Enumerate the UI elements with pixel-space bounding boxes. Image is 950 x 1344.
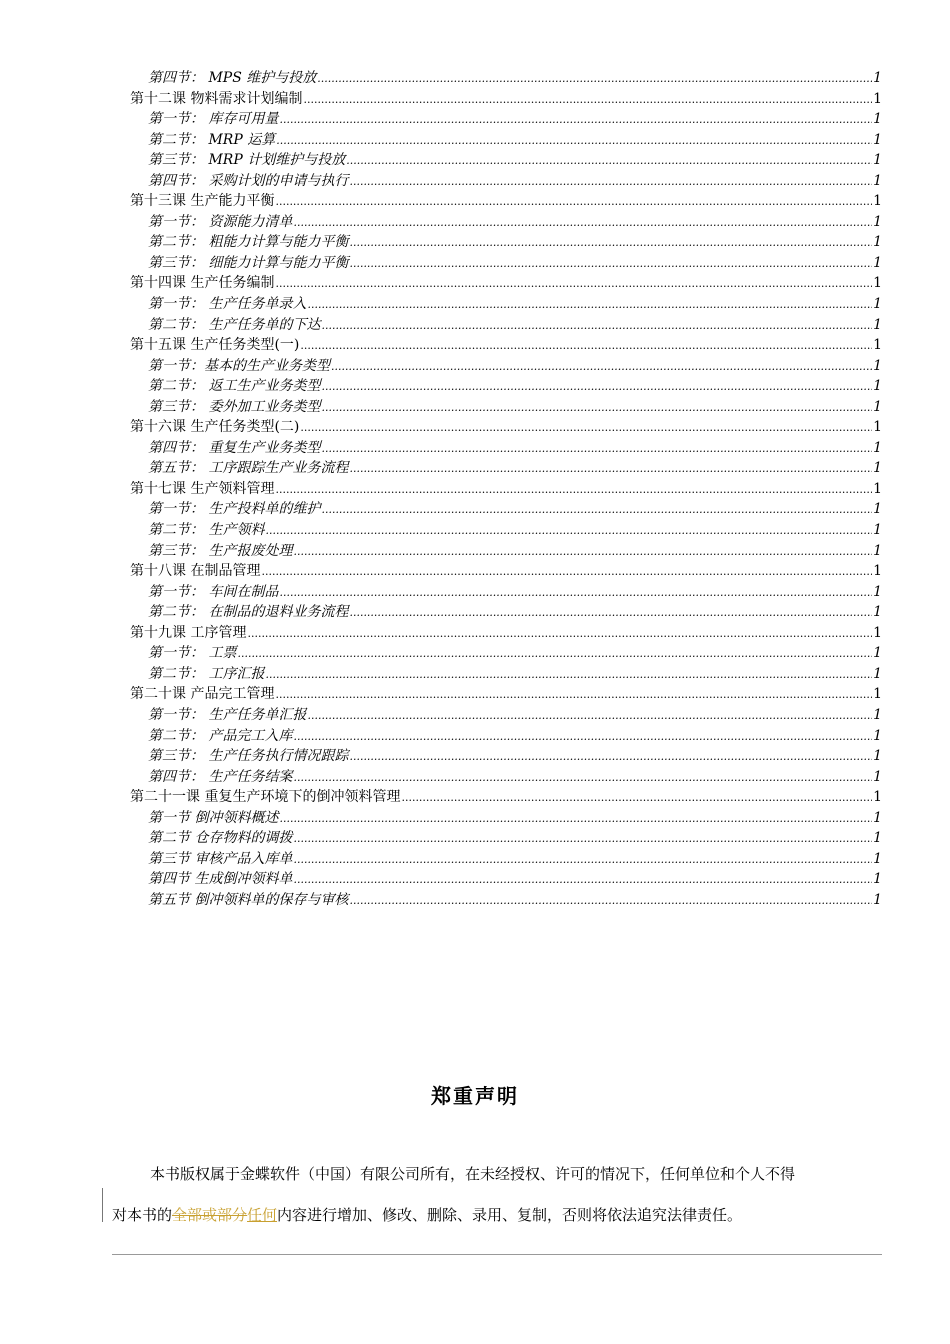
- toc-page-number: 1: [873, 70, 882, 86]
- toc-page-number: 1: [873, 398, 882, 415]
- toc-dot-leader: [265, 665, 872, 686]
- toc-section-entry[interactable]: [130, 499, 882, 520]
- toc-entry-title: 第四节： 采购计划的申请与执行: [148, 172, 349, 189]
- toc-dot-leader: [237, 644, 872, 665]
- toc-entry-title: 第二节： 在制品的退料业务流程: [148, 604, 349, 621]
- toc-dot-leader: [321, 316, 872, 337]
- toc-section-entry[interactable]: [130, 171, 882, 192]
- toc-page-number: 1: [873, 213, 882, 230]
- toc-entry-title: 第二节： MRP 运算: [148, 131, 276, 148]
- toc-section-entry[interactable]: [130, 376, 882, 397]
- toc-page-number: 1: [873, 234, 882, 251]
- toc-page-number: 1: [873, 152, 882, 169]
- footer-divider: [112, 1254, 882, 1255]
- toc-dot-leader: [275, 685, 872, 706]
- toc-dot-leader: [293, 727, 872, 748]
- toc-entry-title: 第五节 倒冲领料单的保存与审核: [148, 891, 349, 908]
- toc-entry-title: 第二节： 生产任务单的下达: [148, 316, 321, 333]
- toc-page-number: 1: [873, 501, 882, 518]
- toc-page-number: 1: [873, 727, 882, 744]
- toc-dot-leader: [279, 583, 872, 604]
- toc-page-number: 1: [873, 563, 882, 580]
- toc-dot-leader: [293, 768, 872, 789]
- toc-section-entry[interactable]: [130, 438, 882, 459]
- toc-dot-leader: [275, 274, 872, 295]
- toc-section-entry[interactable]: [130, 109, 882, 130]
- toc-page-number: 1: [873, 439, 882, 456]
- toc-page-number: 1: [873, 665, 882, 682]
- toc-section-entry[interactable]: [130, 746, 882, 767]
- toc-entry-title: 第一节： 生产任务单录入: [148, 296, 307, 313]
- toc-page-number: 1: [873, 748, 882, 765]
- toc-dot-leader: [293, 870, 872, 891]
- toc-section-entry[interactable]: [130, 458, 882, 479]
- toc-entry-title: 第二节： 产品完工入库: [148, 727, 293, 744]
- toc-page-number: 1: [873, 419, 882, 436]
- toc-page-number: 1: [873, 891, 882, 908]
- toc-section-entry[interactable]: [130, 541, 882, 562]
- toc-section-entry[interactable]: [130, 68, 882, 89]
- toc-entry-title: 第一节： 生产投料单的维护: [148, 501, 321, 518]
- toc-section-entry[interactable]: [130, 294, 882, 315]
- toc-dot-leader: [293, 850, 872, 871]
- toc-lesson-entry[interactable]: [130, 787, 882, 808]
- toc-entry-title: 第十九课 工序管理: [130, 624, 247, 641]
- toc-dot-leader: [307, 706, 872, 727]
- toc-entry-title: 第二十课 产品完工管理: [130, 686, 275, 703]
- toc-page-number: 1: [873, 378, 882, 395]
- toc-section-entry[interactable]: [130, 664, 882, 685]
- toc-entry-title: 第二十一课 重复生产环境下的倒冲领料管理: [130, 789, 401, 806]
- toc-page-number: 1: [873, 686, 882, 703]
- revision-change-bar: [102, 1188, 103, 1222]
- toc-entry-title: 第四节： MPS 维护与投放: [148, 70, 317, 86]
- toc-dot-leader: [349, 254, 872, 275]
- toc-section-entry[interactable]: [130, 130, 882, 151]
- toc-entry-title: 第二节： 粗能力计算与能力平衡: [148, 234, 349, 251]
- toc-page-number: 1: [873, 275, 882, 292]
- toc-dot-leader: [279, 809, 872, 830]
- toc-section-entry[interactable]: [130, 869, 882, 890]
- toc-page-number: 1: [873, 172, 882, 189]
- toc-dot-leader: [300, 418, 872, 439]
- toc-section-entry[interactable]: [130, 150, 882, 171]
- toc-entry-title: 第二节： 工序汇报: [148, 665, 265, 682]
- toc-dot-leader: [293, 829, 872, 850]
- toc-section-entry[interactable]: [130, 849, 882, 870]
- toc-dot-leader: [349, 891, 872, 912]
- toc-dot-leader: [247, 624, 872, 645]
- toc-dot-leader: [321, 500, 872, 521]
- toc-section-entry[interactable]: [130, 356, 882, 377]
- toc-page-number: 1: [873, 90, 882, 107]
- toc-section-entry[interactable]: [130, 602, 882, 623]
- toc-dot-leader: [303, 90, 872, 111]
- toc-entry-title: 第二节： 返工生产业务类型: [148, 378, 321, 395]
- toc-dot-leader: [321, 377, 872, 398]
- toc-page-number: 1: [873, 193, 882, 210]
- toc-page-number: 1: [873, 645, 882, 662]
- toc-entry-title: 第四节： 生产任务结案: [148, 768, 293, 785]
- tracked-insertion: 任何: [247, 1206, 278, 1224]
- toc-page-number: 1: [873, 337, 882, 354]
- toc-dot-leader: [349, 172, 872, 193]
- toc-lesson-entry[interactable]: [130, 684, 882, 705]
- toc-entry-title: 第一节： 库存可用量: [148, 111, 279, 128]
- toc-dot-leader: [349, 233, 872, 254]
- toc-entry-title: 第一节：基本的生产业务类型: [148, 357, 330, 374]
- toc-dot-leader: [349, 459, 872, 480]
- toc-dot-leader: [346, 151, 872, 172]
- toc-entry-title: 第一节： 车间在制品: [148, 583, 279, 600]
- table-of-contents: [130, 68, 882, 910]
- toc-page-number: 1: [873, 131, 882, 148]
- toc-lesson-entry[interactable]: [130, 335, 882, 356]
- toc-dot-leader: [275, 480, 872, 501]
- toc-lesson-entry[interactable]: [130, 89, 882, 110]
- toc-section-entry[interactable]: [130, 232, 882, 253]
- toc-entry-title: 第十七课 生产领料管理: [130, 480, 275, 497]
- toc-dot-leader: [275, 192, 872, 213]
- toc-entry-title: 第十八课 在制品管理: [130, 563, 261, 580]
- toc-dot-leader: [349, 747, 872, 768]
- toc-page-number: 1: [873, 583, 882, 600]
- toc-page-number: 1: [873, 768, 882, 785]
- toc-dot-leader: [293, 213, 872, 234]
- toc-page-number: 1: [873, 522, 882, 539]
- toc-dot-leader: [307, 295, 872, 316]
- toc-section-entry[interactable]: [130, 520, 882, 541]
- toc-page-number: 1: [873, 111, 882, 128]
- toc-section-entry[interactable]: [130, 253, 882, 274]
- toc-lesson-entry[interactable]: [130, 623, 882, 644]
- toc-dot-leader: [331, 357, 872, 378]
- notice-paragraph-line-1: 本书版权属于金蝶软件（中国）有限公司所有，在未经授权、许可的情况下，任何单位和个人不得: [150, 1165, 796, 1183]
- toc-entry-title: 第五节： 工序跟踪生产业务流程: [148, 460, 349, 477]
- toc-page-number: 1: [873, 542, 882, 559]
- toc-page-number: 1: [873, 830, 882, 847]
- notice-text-prefix: 对本书的: [112, 1206, 173, 1224]
- tracked-deletion: 全部或部分: [172, 1206, 248, 1224]
- toc-entry-title: 第一节： 生产任务单汇报: [148, 706, 307, 723]
- toc-section-entry[interactable]: [130, 808, 882, 829]
- toc-entry-title: 第四节： 重复生产业务类型: [148, 439, 321, 456]
- toc-page-number: 1: [873, 316, 882, 333]
- toc-entry-title: 第三节： 生产任务执行情况跟踪: [148, 748, 349, 765]
- toc-page-number: 1: [873, 480, 882, 497]
- toc-dot-leader: [279, 110, 872, 131]
- toc-section-entry[interactable]: [130, 726, 882, 747]
- notice-paragraph-line-2: [112, 1204, 892, 1225]
- toc-entry-title: 第三节 审核产品入库单: [148, 850, 293, 867]
- toc-entry-title: 第十四课 生产任务编制: [130, 275, 275, 292]
- toc-page-number: 1: [873, 706, 882, 723]
- toc-entry-title: 第三节： 细能力计算与能力平衡: [148, 254, 349, 271]
- toc-dot-leader: [349, 603, 872, 624]
- toc-entry-title: 第十六课 生产任务类型(二): [130, 419, 300, 436]
- toc-page-number: 1: [873, 254, 882, 271]
- toc-entry-title: 第一节 倒冲领料概述: [148, 809, 279, 826]
- toc-dot-leader: [293, 542, 872, 563]
- toc-entry-title: 第三节： 委外加工业务类型: [148, 398, 321, 415]
- toc-section-entry[interactable]: [130, 582, 882, 603]
- toc-section-entry[interactable]: [130, 767, 882, 788]
- toc-dot-leader: [300, 336, 872, 357]
- toc-entry-title: 第十二课 物料需求计划编制: [130, 90, 303, 107]
- toc-section-entry[interactable]: [130, 397, 882, 418]
- toc-section-entry[interactable]: [130, 643, 882, 664]
- toc-lesson-entry[interactable]: [130, 561, 882, 582]
- toc-page-number: 1: [873, 460, 882, 477]
- toc-dot-leader: [317, 69, 872, 90]
- toc-dot-leader: [261, 562, 872, 583]
- toc-page-number: 1: [873, 604, 882, 621]
- toc-page-number: 1: [873, 296, 882, 313]
- notice-title: 郑重声明: [431, 1084, 519, 1108]
- toc-section-entry[interactable]: [130, 705, 882, 726]
- toc-entry-title: 第三节： MRP 计划维护与投放: [148, 152, 346, 169]
- toc-page-number: 1: [873, 357, 882, 374]
- toc-lesson-entry[interactable]: [130, 479, 882, 500]
- toc-page-number: 1: [873, 871, 882, 888]
- toc-section-entry[interactable]: [130, 890, 882, 911]
- toc-entry-title: 第十三课 生产能力平衡: [130, 193, 275, 210]
- notice-text-suffix: 内容进行增加、修改、删除、录用、复制，否则将依法追究法律责任。: [277, 1206, 743, 1224]
- toc-entry-title: 第一节： 资源能力清单: [148, 213, 293, 230]
- toc-dot-leader: [321, 439, 872, 460]
- toc-dot-leader: [401, 788, 872, 809]
- toc-entry-title: 第十五课 生产任务类型(一): [130, 337, 300, 354]
- toc-entry-title: 第三节： 生产报废处理: [148, 542, 293, 559]
- toc-entry-title: 第一节： 工票: [148, 645, 237, 662]
- toc-dot-leader: [276, 131, 872, 152]
- toc-dot-leader: [265, 521, 872, 542]
- toc-page-number: 1: [873, 809, 882, 826]
- toc-entry-title: 第二节： 生产领料: [148, 522, 265, 539]
- toc-lesson-entry[interactable]: [130, 191, 882, 212]
- toc-dot-leader: [321, 398, 872, 419]
- toc-page-number: 1: [873, 789, 882, 806]
- toc-page-number: 1: [873, 624, 882, 641]
- toc-lesson-entry[interactable]: [130, 273, 882, 294]
- toc-lesson-entry[interactable]: [130, 417, 882, 438]
- toc-entry-title: 第四节 生成倒冲领料单: [148, 871, 293, 888]
- toc-page-number: 1: [873, 850, 882, 867]
- toc-section-entry[interactable]: [130, 212, 882, 233]
- toc-section-entry[interactable]: [130, 315, 882, 336]
- toc-entry-title: 第二节 仓存物料的调拨: [148, 830, 293, 847]
- toc-section-entry[interactable]: [130, 828, 882, 849]
